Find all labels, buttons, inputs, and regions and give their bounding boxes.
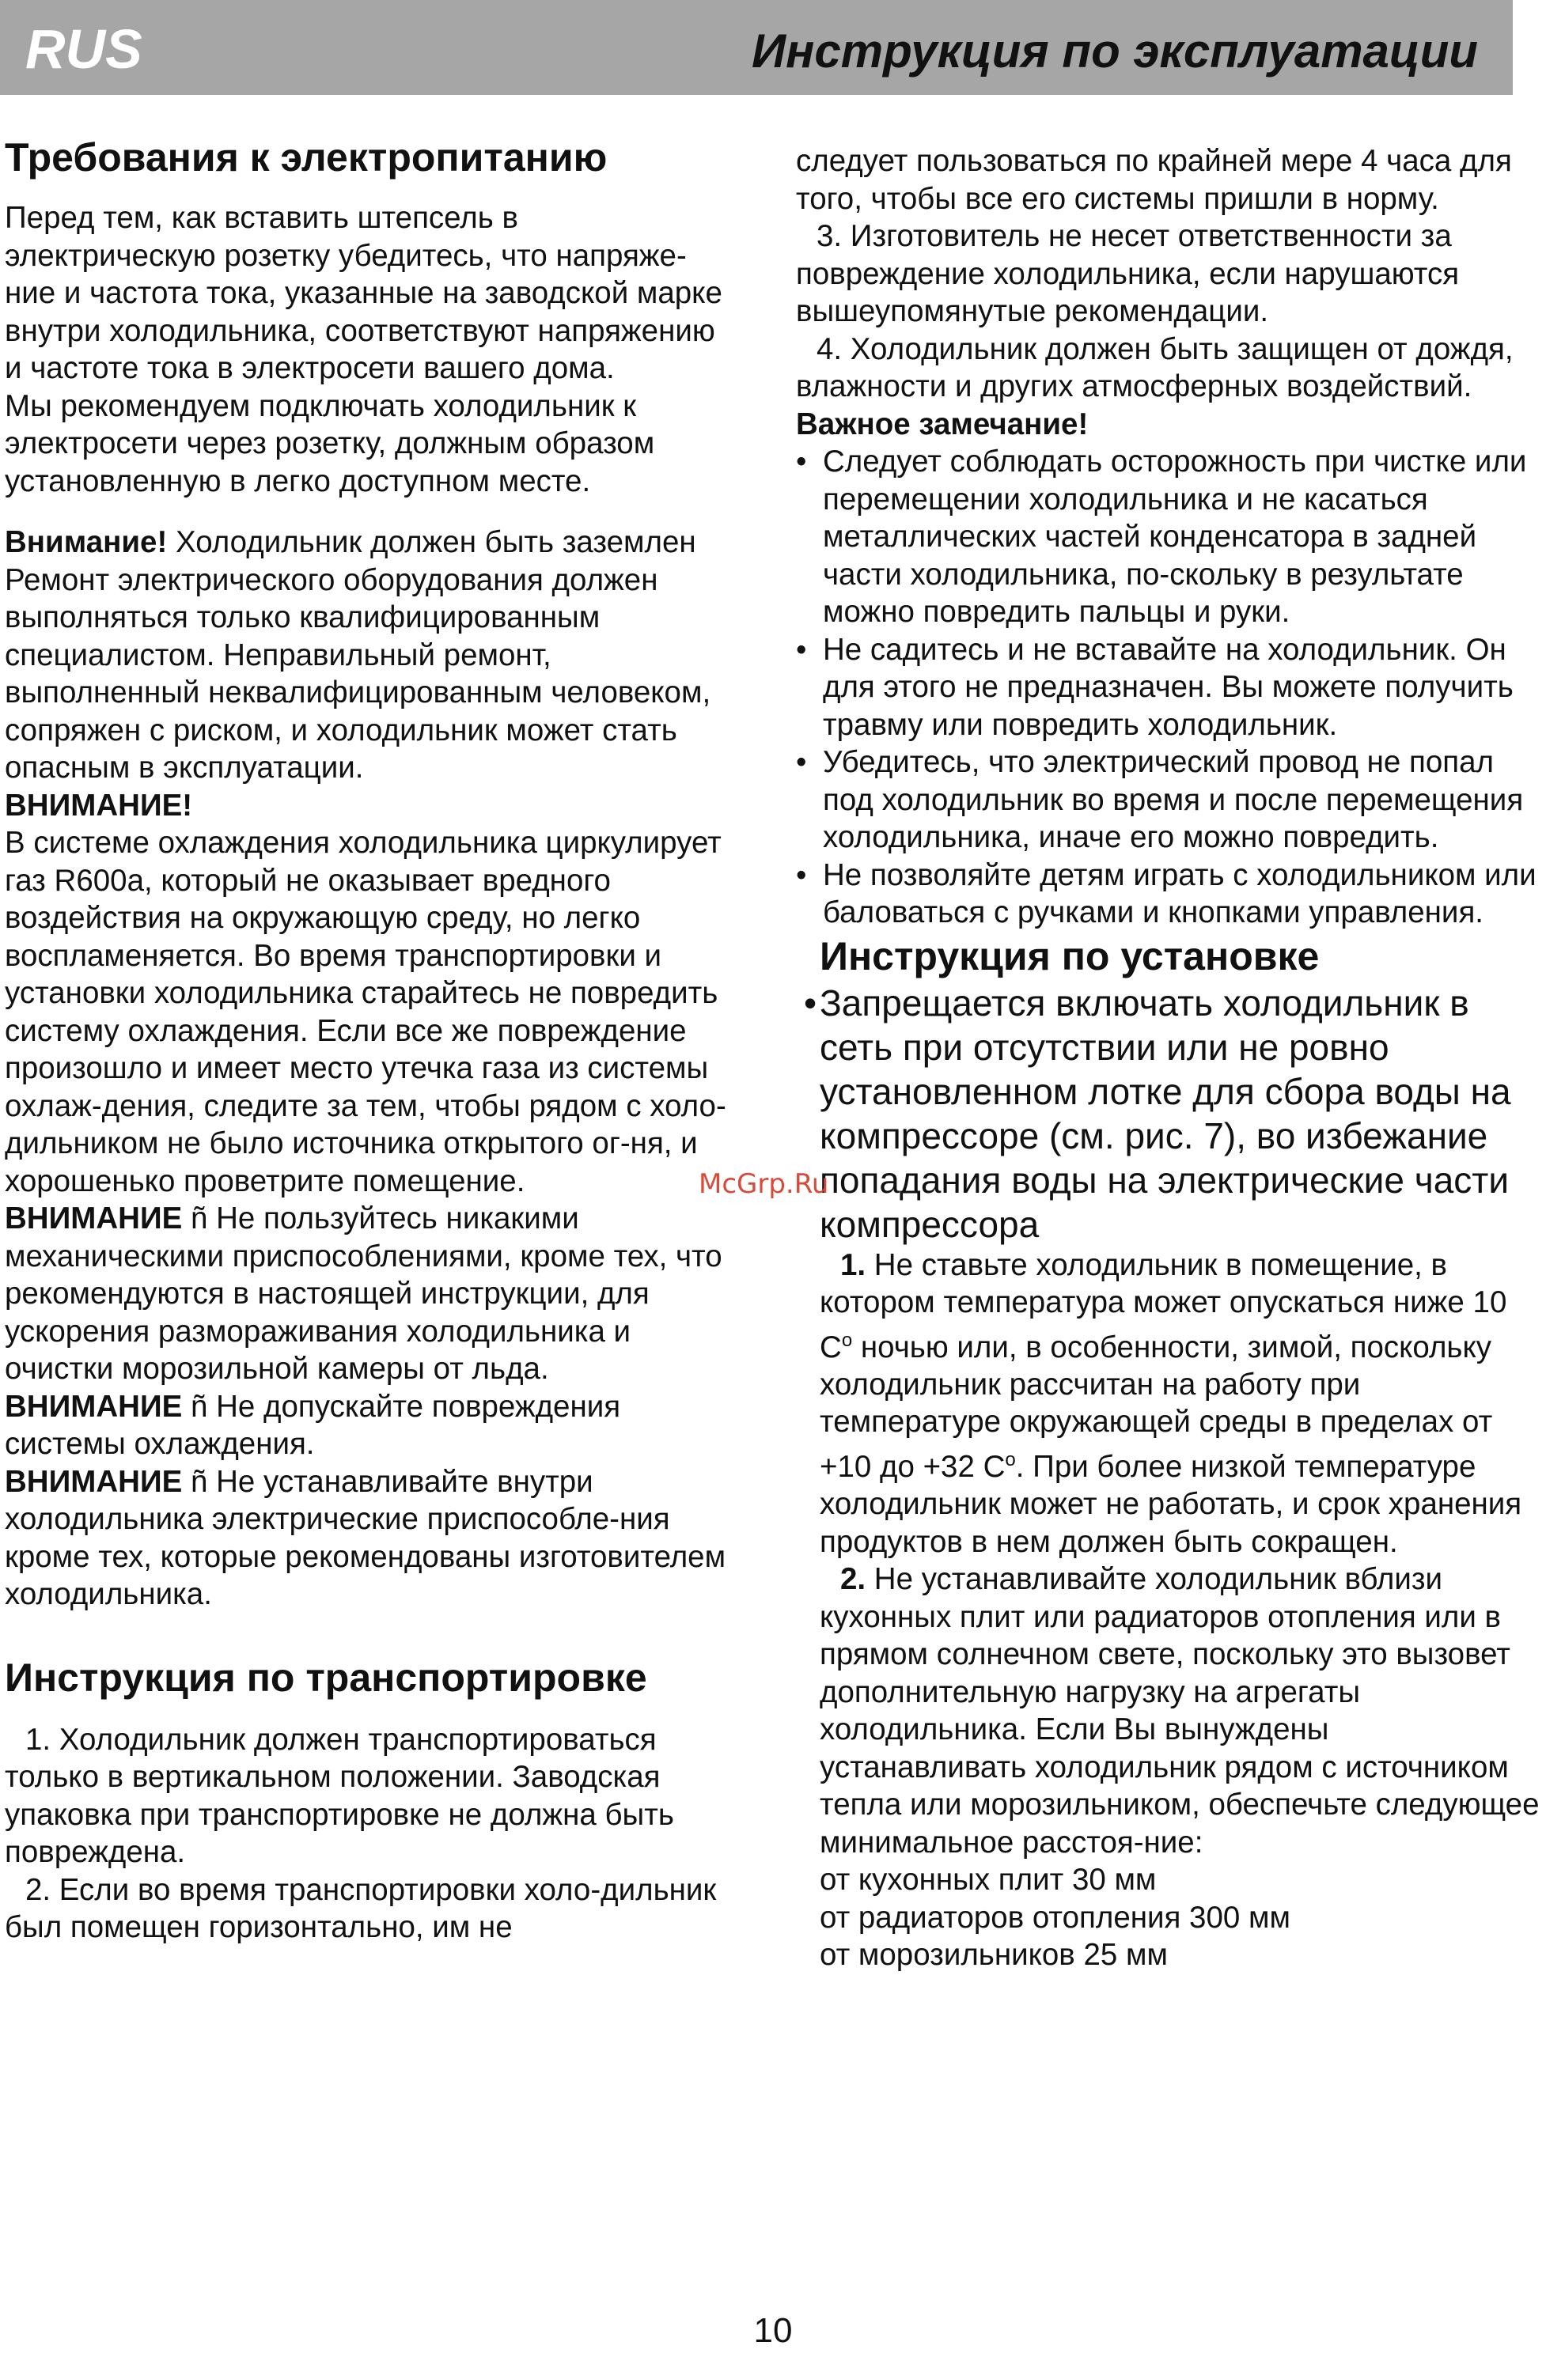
warning-cooling-system: ВНИМАНИЕ ñ Не допускайте повреждения системы охлаждения. bbox=[5, 1389, 621, 1461]
important-note-label: Важное замечание! bbox=[796, 407, 1089, 441]
install-step-2: 2. Не устанавливайте холодильник вблизи кухонных плит или радиаторов отопления или в прямом солнечном свете, поскольку это вызовет дополнительную нагрузку на агрегаты холодильника. Если Вы вынуждены устанавливать холодильник рядом с источником тепла или морозильником, обеспечьте следующее минимальное расстоя-ние: bbox=[820, 1562, 1540, 1860]
bullet-icon: • bbox=[804, 982, 817, 1024]
bullet-icon: • bbox=[796, 857, 807, 892]
list-item: • Не садитесь и не вставайте на холодильник. Он для этого не предназначен. Вы можете получить травму или повредить холодильник. bbox=[796, 632, 1514, 742]
page-number: 10 bbox=[753, 2311, 793, 2350]
language-code: RUS bbox=[25, 18, 142, 80]
bullet-icon: • bbox=[796, 445, 807, 479]
repair-paragraph: Ремонт электрического оборудования должен выполняться только квалифицированным специалистом. Неправильный ремонт, выполненный неквалифицированным человеком, сопряжен с риском, и холодильник может стать опасным в эксплуатации. bbox=[5, 562, 711, 785]
grounding-warning bbox=[5, 524, 733, 562]
gas-paragraph: В системе охлаждения холодильника циркулирует газ R600a, который не оказывает вредного воздействия на окружающую среду, но легко воспламеняется. Во время транспортировки и установки холодильника старайтесь не повредить систему охлаждения. Если все же повреждение произошло и имеет место утечка газа из системы охлаж-дения, следите за тем, чтобы рядом с холо-дильником не было источника открытого ог-ня, и хорошенько проветрите помещение. bbox=[5, 826, 726, 1198]
install-step-1: 1. Не ставьте холодильник в помещение, в котором температура может опускаться ниже 10 $C^o$ ночью или, в особенности, зимой, поскольку холодильник рассчитан на работу при температуре окружающей среды в пределах от +10 до +32 $C^o$. При более низкой температуре холодильник может не работать, и срок хранения продуктов в нем должен быть сокращен. bbox=[820, 1247, 1522, 1559]
important-notes-list bbox=[796, 443, 1543, 932]
document-title: Инструкция по эксплуатации bbox=[752, 25, 1478, 78]
degree-mark: o bbox=[1005, 1448, 1016, 1470]
warning-caps: ВНИМАНИЕ! bbox=[5, 788, 193, 823]
bullet-icon: • bbox=[796, 632, 807, 667]
power-paragraph-1: Перед тем, как вставить штепсель в электрическую розетку убедитесь, что напряже-ние и частота тока, указанные на заводской марке внутри холодильника, соответствуют напряжению и частоте тока в электросети вашего дома. bbox=[5, 201, 722, 385]
list-item: • Убедитесь, что электрический провод не попал под холодильник во время и после перемещения холодильника, иначе его можно повредить. bbox=[796, 745, 1524, 854]
transport-item-2: 2. Если во время транспортировки холо-дильник был помещен горизонтально, им не bbox=[5, 1872, 717, 1944]
transport-item-4: 4. Холодильник должен быть защищен от дождя, влажности и других атмосферных воздействий. bbox=[796, 331, 1514, 403]
watermark-link[interactable]: McGrp.Ru bbox=[699, 1168, 829, 1200]
power-requirements-heading: Требования к электропитанию bbox=[5, 135, 608, 180]
right-column bbox=[796, 142, 1543, 1974]
warning-electrical-devices: ВНИМАНИЕ ñ Не устанавливайте внутри холодильника электрические приспособле-ния кроме тех, которые рекомендованы изготовителем холодильника. bbox=[5, 1464, 726, 1611]
page-header bbox=[0, 0, 1513, 95]
distance-freezer: от морозильников 25 мм bbox=[820, 1938, 1168, 1973]
power-paragraph-2: Мы рекомендуем подключать холодильник к электросети через розетку, должным образом установленную в легко доступном месте. bbox=[5, 388, 655, 498]
distance-stove: от кухонных плит 30 мм bbox=[820, 1863, 1157, 1898]
list-item: • Не позволяйте детям играть с холодильником или баловаться с ручками и кнопками управления. bbox=[796, 857, 1537, 929]
attention-text: Холодильник должен быть заземлен bbox=[167, 525, 696, 559]
transport-continuation: следует пользоваться по крайней мере 4 часа для того, чтобы все его системы пришли в норму. bbox=[796, 144, 1512, 216]
degree-mark: o bbox=[841, 1329, 853, 1351]
distance-radiator: от радиаторов отопления 300 мм bbox=[820, 1900, 1290, 1935]
bullet-icon: • bbox=[796, 745, 807, 779]
warning-mechanical: ВНИМАНИЕ ñ Не пользуйтесь никакими механическими приспособлениями, кроме тех, что рекомендуются в настоящей инструкции, для ускорения размораживания холодильника и очистки морозильной камеры от льда. bbox=[5, 1201, 722, 1386]
installation-steps bbox=[796, 1247, 1543, 1974]
transport-item-3: 3. Изготовитель не несет ответственности за повреждение холодильника, если нарушаются вышеупомянутые рекомендации. bbox=[796, 219, 1460, 328]
attention-label: Внимание! bbox=[5, 525, 168, 559]
transport-heading: Инструкция по транспортировке bbox=[5, 1655, 647, 1700]
left-column bbox=[5, 133, 733, 1947]
installation-heading: Инструкция по установке bbox=[820, 933, 1320, 978]
list-item: • Следует соблюдать осторожность при чистке или перемещении холодильника и не касаться металлических частей конденсатора в задней части холодильника, по-скольку в результате можно повредить пальцы и руки. bbox=[796, 445, 1527, 629]
transport-item-1: 1. Холодильник должен транспортироваться только в вертикальном положении. Заводская упаковка при транспортировке не должна быть повреждена. bbox=[5, 1722, 674, 1869]
installation-warning: • Запрещается включать холодильник в сеть при отсутствии или не ровно установленном лотке для сбора воды на компрессоре (см. рис. 7), во избежание попадания воды на электрические части компрессора bbox=[804, 982, 1511, 1245]
